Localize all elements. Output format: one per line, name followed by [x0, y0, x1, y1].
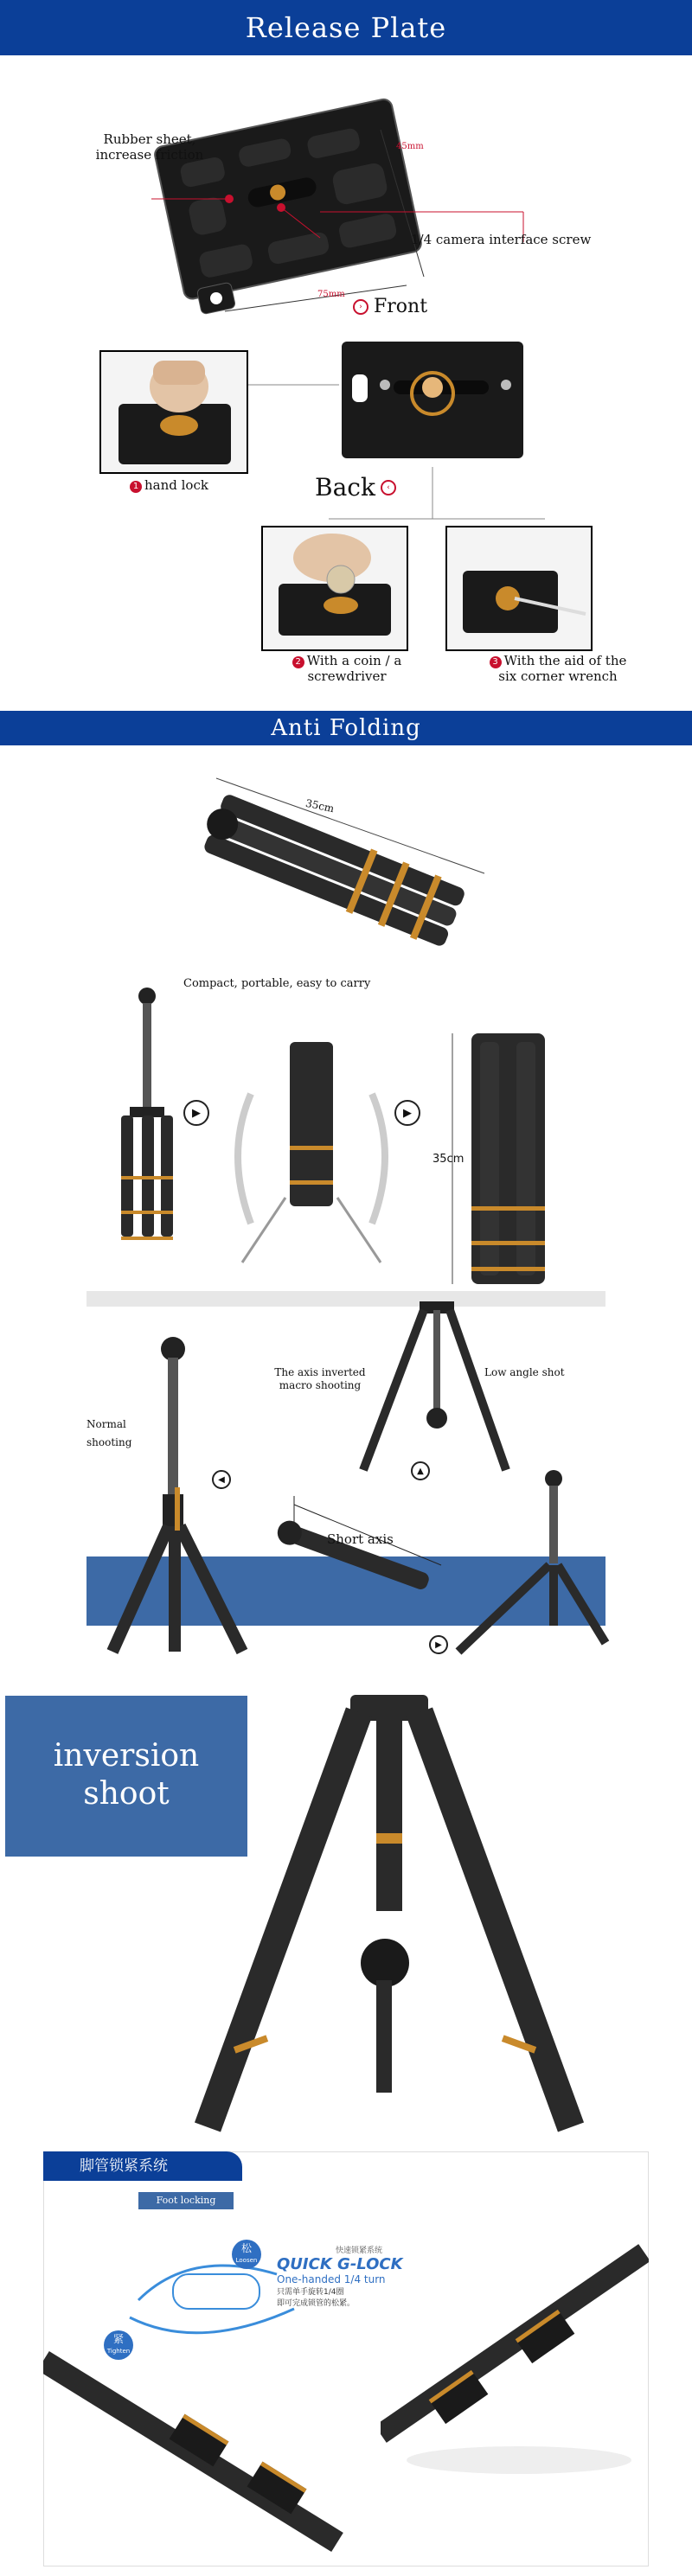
step2-badge: 2 [292, 656, 304, 668]
next-arrow-icon-1: ▶ [183, 1100, 209, 1126]
quick-title: QUICK G-LOCK [277, 2255, 403, 2273]
inversion-line2: shoot [83, 1776, 170, 1812]
tighten-cn: 紧 [112, 2333, 124, 2345]
normal-shooting-tripod [95, 1332, 268, 1660]
step3-badge: 3 [490, 656, 502, 668]
foot-lock-subheader: Foot locking system [138, 2192, 234, 2209]
step1-text: hand lock [144, 477, 208, 493]
low-angle-label: Low angle shot [484, 1366, 565, 1378]
step2-label [273, 653, 420, 684]
rubber-sheet-line1: Rubber sheet, [103, 131, 196, 147]
foot-lock-header: 脚管锁紧系统 [43, 2151, 242, 2181]
quick-cn-line2: 即可完成锁管的松紧。 [277, 2299, 356, 2308]
step3-line1: With the aid of the [503, 653, 627, 668]
folded-vertical-photo [463, 1033, 558, 1293]
low-angle-tripod [450, 1470, 614, 1660]
normal-line2: shooting [86, 1436, 132, 1448]
release-plate-title: Release Plate [245, 11, 447, 44]
dim-top-label: 35cm [304, 796, 336, 815]
anti-folding-title: Anti Folding [271, 715, 421, 741]
short-axis-label: Short axis [327, 1531, 394, 1547]
normal-shooting-label [86, 1418, 131, 1449]
anti-folding-banner [0, 711, 692, 745]
connector-line-1 [248, 380, 343, 389]
inversion-line1: inversion [53, 1738, 200, 1774]
back-label: Back [315, 473, 375, 502]
extended-tripod-photo [104, 986, 199, 1288]
compact-caption: Compact, portable, easy to carry [183, 977, 371, 990]
coin-photo [261, 526, 408, 651]
folding-illustration [234, 1033, 389, 1267]
release-plate-back-photo [333, 333, 532, 467]
step1-label [130, 477, 208, 493]
wrench-photo [445, 526, 593, 651]
normal-line1: Normal [86, 1418, 126, 1430]
loosen-badge [232, 2240, 261, 2269]
hand-lock-photo [99, 350, 248, 474]
leg-lock-left-photo [43, 2335, 355, 2568]
quick-desc: One-handed 1/4 turn [277, 2273, 386, 2285]
release-plate-banner [0, 0, 692, 55]
up-arrow-icon: ▲ [411, 1461, 430, 1480]
folded-tripod-photo [190, 761, 502, 960]
inversion-tripod-photo [190, 1695, 588, 2153]
macro-line2: macro shooting [279, 1379, 362, 1391]
next-arrow-icon-2: ▶ [394, 1100, 420, 1126]
step3-label [458, 653, 657, 684]
front-arrow-icon: › [353, 299, 368, 315]
leg-lock-right-photo [381, 2235, 649, 2477]
back-arrow-icon: ‹ [381, 480, 396, 495]
macro-inverted-tripod [346, 1297, 519, 1487]
step1-badge: 1 [130, 481, 142, 493]
front-label: Front [374, 296, 428, 317]
next-arrow-icon-3: ▶ [429, 1635, 448, 1654]
dim-75-label: 75mm [317, 290, 345, 299]
step2-line2: screwdriver [307, 668, 387, 684]
tighten-en: Tighten [106, 2348, 131, 2355]
dim-side-label: 35cm [432, 1153, 465, 1166]
quick-cn-line1: 只需单手旋转1/4圈 [277, 2288, 344, 2297]
loosen-en: Loosen [235, 2257, 258, 2264]
rubber-sheet-line2: increase friction [95, 147, 204, 163]
rubber-sheet-label [76, 131, 223, 163]
screw-label: 1/4 camera interface screw [411, 232, 592, 247]
quick-cn: 快速锁紧系统 [335, 2247, 382, 2255]
dim-45-label: 45mm [396, 142, 424, 151]
loosen-cn: 松 [240, 2242, 252, 2254]
front-label-group [353, 296, 427, 318]
step2-line1: With a coin / a [306, 653, 402, 668]
macro-line1: The axis inverted [274, 1366, 366, 1378]
prev-arrow-icon-1: ◀ [212, 1470, 231, 1489]
step3-line2: six corner wrench [498, 668, 618, 684]
